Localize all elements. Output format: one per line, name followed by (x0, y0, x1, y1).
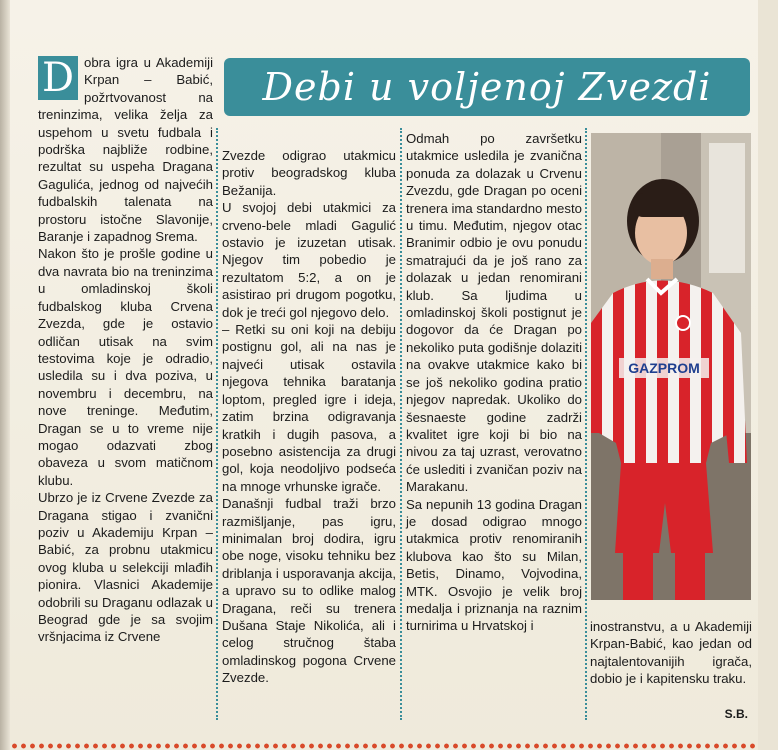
article-column-1 (38, 54, 213, 646)
author-signature: S.B. (724, 707, 748, 721)
player-photo (591, 133, 751, 600)
column-1-text: obra igra u Akademiji Krpan – Babić, požrtvovanost na treninzima, velika želja za uspehom u svetu fudbala i podrška najbliže rodbine, rezultat su uspeha Dragana Gagulića, jednog od najvećih fudbalskih talenata na prostoru istočne Slavonije, Baranje i zapadnog Srema. Nakon što je prošle godine u dva navrata bio na treninzima u omladinskoj školi fudbalskog kluba Crvena Zvezda, gde je ostavio odličan utisak na svim testovima koje je odradio, usledila su i dva poziva, u novembru i decembru, na nove treninge. Međutim, Dragan se u to vreme nije mogao odazvati zbog obaveza u svom matičnom klubu. Ubrzo je iz Crvene Zvezde za Dragana stigao i zvanični poziv u Akademiju Krpan – Babić, za probnu utakmicu ovog kluba u selekciji mlađih pionira. Vlasnici Akademije odobrili su Draganu odlazak u Beograd gde je sa svojim vršnjacima iz Crvene (38, 55, 213, 645)
column-divider (216, 128, 218, 720)
article-column-4: inostranstvu, a u Akademiji Krpan-Babić, kao jedan od najtalentovanijih igrača, dobio je i kapitensku traku. (590, 619, 752, 687)
page-spine (0, 0, 10, 750)
column-divider (400, 128, 402, 720)
column-divider (585, 128, 587, 720)
article-column-3: Odmah po završetku utakmice usledila je zvanična ponuda za dolazak u Crvenu Zvezdu, gde Dragan po oceni trenera ima standardno mesto u timu. Međutim, njegov otac Branimir odbio je ovu ponudu smatrajući da je još rano za dolazak u jedan renomirani klub. Sa ljudima u omladinskoj školi postignut je dogovor da će Dragan po nekoliko puta godišnje dolaziti na ovakve utakmice kako bi se još nekoliko godina pratio njegov napredak. Ukoliko do šesnaeste godine zadrži kvalitet igre koji bi bio na nivou za taj uzrast, verovatno će uslediti i zvaničan poziv na Marakanu. Sa nepunih 13 godina Dragan je dosad odigrao mnogo utakmica protiv renomiranih klubova kao što su Milan, Betis, Dinamo, Vojvodina, MTK. Osvojio je velik broj medalja i priznanja na raznim turnirima u Hrvatskoj i (406, 131, 582, 634)
article-title: Debi u voljenoj Zvezdi (262, 65, 712, 109)
player-photo-illustration (591, 133, 751, 600)
jersey-sponsor-text: GAZPROM (628, 360, 700, 376)
drop-cap: D (38, 56, 78, 100)
title-banner (224, 58, 750, 116)
next-page-edge (758, 0, 778, 750)
bottom-decorative-border (10, 742, 758, 750)
article-column-2: Zvezde odigrao utakmicu protiv beogradskog kluba Bežanija. U svojoj debi utakmici za crveno-bele mladi Gagulić ostavio je izuzetan utisak. Njegov tim pobedio je rezultatom 5:2, a on je asistirao pri drugom pogotku, dok je treći gol njegovo delo. – Retki su oni koji na debiju postignu gol, ali na nas je najveći utisak ostavila njegova tehnika baratanja loptom, pregled igre i ideja, zatim brzina odigravanja kratkih i dugih pasova, a posebno asistencija za drugi gol, koja neodoljivo podseća na mnoge vrhunske igrače. Današnji fudbal traži brzo razmišljanje, pas igru, minimalan broj dodira, igru obe noge, visoku tehniku bez driblanja i usporavanja akcija, a upravo su to odlike malog Dragana, reči su trenera Dušana Staje Nikolića, ali i celog stručnog štaba omladinskog pogona Crvene Zvezde. (222, 148, 396, 686)
